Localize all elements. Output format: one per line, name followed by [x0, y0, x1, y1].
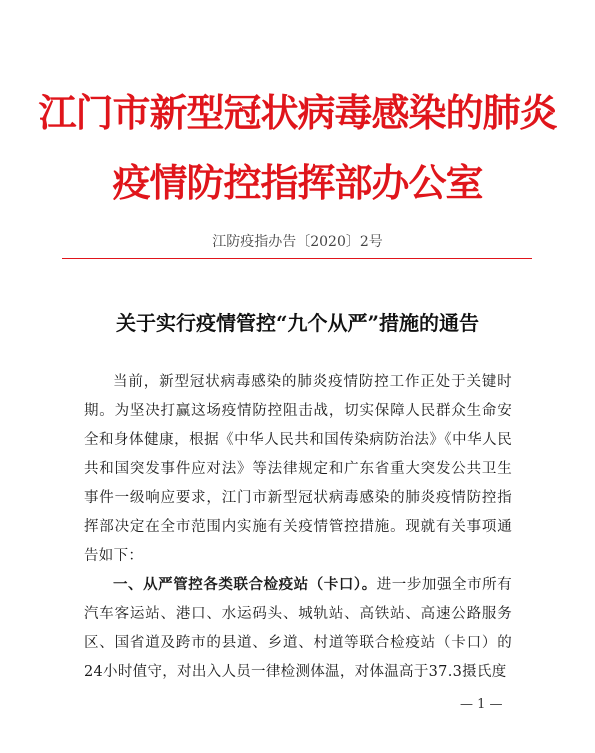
office-title-line-1: 江门市新型冠状病毒感染的肺炎	[38, 90, 557, 135]
notice-title: 关于实行疫情管控“九个从严”措施的通告	[115, 311, 479, 335]
section-1-paragraph	[84, 571, 512, 687]
office-title-line-2: 疫情防控指挥部办公室	[112, 160, 483, 205]
red-divider-line	[62, 258, 532, 259]
intro-paragraph: 当前，新型冠状病毒感染的肺炎疫情防控工作正处于关键时期。为坚决打赢这场疫情防控阻击战，切实保障人民群众生命安全和身体健康，根据《中华人民共和国传染病防治法》《中华人民共和国突发事件应对法》等法律规定和广东省重大突发公共卫生事件一级响应要求，江门市新型冠状病毒感染的肺炎疫情防控指挥部决定在全市范围内实施有关疫情管控措施。现就有关事项通告如下：	[84, 374, 512, 564]
page-number: — 1 —	[460, 697, 503, 712]
document-number: 江防疫指办告〔2020〕2号	[212, 234, 383, 250]
section-1-text: 进一步加强全市所有汽车客运站、港口、水运码头、城轨站、高铁站、高速公路服务区、国省道及跨市的县道、乡道、村道等联合检疫站（卡口）的24小时值守，对出入人员一律检测体温，对体温高于37.3摄氏度	[84, 577, 512, 680]
notice-body	[84, 368, 512, 687]
section-1-heading: 一、从严管控各类联合检疫站（卡口）。	[113, 577, 377, 593]
